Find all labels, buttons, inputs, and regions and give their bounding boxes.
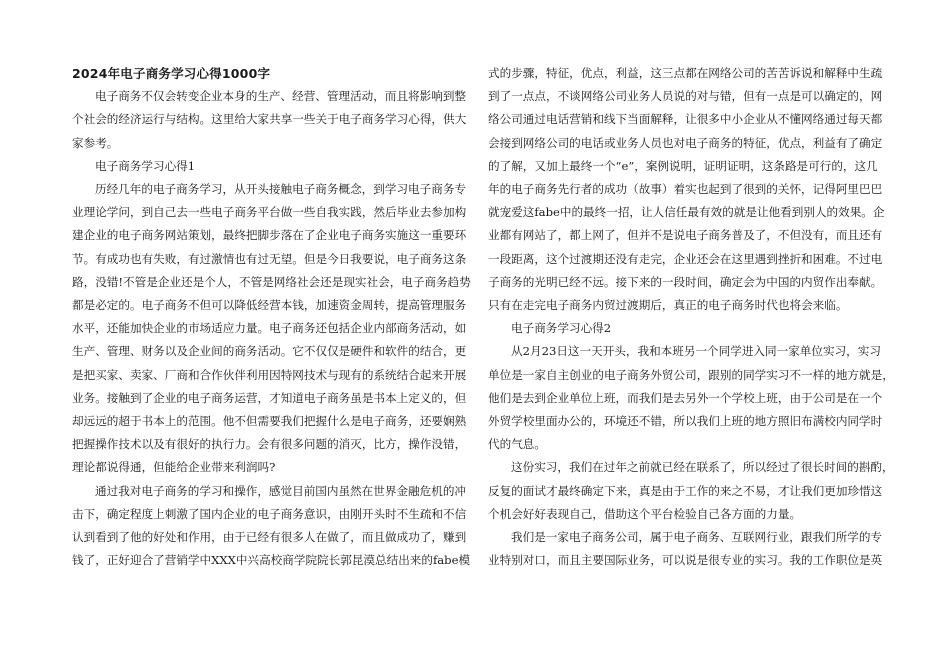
left-paragraphs — [72, 85, 471, 572]
text-line: 只有在走完电子商务内贸过渡期后，真正的电子商务时代也将会来临。 — [488, 298, 848, 313]
text-line: 电子商务不仅会转变企业本身的生产、经营、管理活动，而且将影响到整 — [95, 89, 467, 104]
text-line: 单位是一家自主创业的电子商务外贸公司，跟别的同学实习不一样的地方就是， — [488, 367, 894, 382]
section-heading — [72, 155, 462, 178]
text-line: 业务。接触到了企业的电子商务运营，才知道电子商务虽是书本上定义的，但 — [72, 390, 467, 405]
text-line: 个机会好好表现自己，借助这个平台检验自己各方面的力量。 — [488, 506, 802, 521]
text-line: 把握操作技术以及有很好的执行力。会有很多问题的消灭，比方，操作没错， — [72, 437, 467, 452]
paragraph — [488, 62, 885, 317]
paragraph — [488, 456, 894, 526]
text-line: 击下，确定程度上刺激了国内企业的电子商务意识，由刚开头时不生疏和不信 — [72, 506, 467, 521]
paragraph — [72, 85, 467, 155]
text-line: 历经几年的电子商务学习，从开头接触电子商务概念，到学习电子商务专 — [95, 182, 467, 197]
text-line: 就宠爱这fabe中的最终一招，让人信任最有效的就是让他看到别人的效果。企 — [488, 205, 885, 220]
text-line: 是把买家、卖家、厂商和合作伙伴利用因特网技术与现有的系统结合起来开展 — [72, 367, 467, 382]
text-line: 子商务的光明已经不远。接下来的一段时间，确定会为中国的内贸作出奉献。 — [488, 274, 883, 289]
text-line: 一段距离，这个过渡期还没有走完，企业还会在这里遇到挫折和困难。不过电 — [488, 251, 883, 266]
text-line: 业都有网站了，都上网了，但并不是说电子商务普及了，不但没有，而且还有 — [488, 228, 883, 243]
text-line: 通过我对电子商务的学习和操作，感觉目前国内虽然在世界金融危机的冲 — [95, 483, 467, 498]
text-line: 钱了，正好迎合了营销学中XXX中兴高校商学院院长郭昆漠总结出来的fabe模 — [72, 553, 471, 568]
text-line: 理论都说得通，但能给企业带来利润吗? — [72, 460, 276, 475]
text-line: 电子商务学习心得1 — [95, 158, 196, 173]
text-line: 络公司通过电话营销和线下当面解释，让很多中小企业从不懂网络通过每天都 — [488, 112, 883, 127]
text-line: 电子商务学习心得2 — [511, 321, 612, 336]
text-line: 认到看到了他的好处和作用，由于已经有很多人在做了，而且做成功了，赚到 — [72, 530, 467, 545]
text-line: 业特别对口，而且主要国际业务，可以说是很专业的实习。我的工作职位是英 — [488, 553, 883, 568]
text-line: 路，没错!不管是企业还是个人，不管是网络社会还是现实社会，电子商务趋势 — [72, 274, 471, 289]
text-line: 都是必定的。电子商务不但可以降低经营本钱，加速资金周转，提高管理服务 — [72, 298, 467, 313]
section-heading — [488, 317, 874, 340]
text-line: 式的步骤，特征，优点，利益，这三点都在网络公司的苦苦诉说和解释中生疏 — [488, 66, 883, 80]
paragraph — [488, 526, 883, 572]
right-column — [488, 62, 894, 572]
text-line: 反复的面试才最终确定下来，真是由于工作的来之不易，才让我们更加珍惜这 — [488, 483, 883, 498]
text-line: 代的气息。 — [488, 437, 546, 452]
paragraph — [488, 340, 894, 456]
text-line: 建企业的电子商务网站策划，最终把脚步落在了企业电子商务实施这一重要环 — [72, 228, 467, 243]
text-line: 他们是去到企业单位上班，而我们是去另外一个学校上班，由于公司是在一个 — [488, 390, 883, 405]
text-line: 外贸学校里面办公的，环境还不错，所以我们上班的地方照旧布满校内同学时 — [488, 414, 883, 429]
text-line: 个社会的经济运行与结构。这里给大家共享一些关于电子商务学习心得，供大 — [72, 112, 467, 127]
left-column — [72, 62, 471, 572]
text-line: 会接到网络公司的电话或业务人员也对电子商务的特征，优点，利益有了确定 — [488, 135, 883, 150]
text-line: 节。有成功也有失败，有过激情也有过无望。但是今日我要说，电子商务这条 — [72, 251, 467, 266]
text-line: 水平，还能加快企业的市场适应力量。电子商务还包括企业内部商务活动，如 — [72, 321, 467, 336]
document-title: 2024年电子商务学习心得1000字 — [72, 66, 271, 81]
text-line: 业理论学问，到自己去一些电子商务平台做一些自我实践，然后毕业去参加构 — [72, 205, 467, 220]
text-line: 这份实习，我们在过年之前就已经在联系了，所以经过了很长时间的斟酌， — [511, 460, 894, 475]
text-line: 家参考。 — [72, 135, 119, 150]
text-line: 的了解，又加上最终一个“e”，案例说明，证明证明，这条路是可行的，这几 — [488, 158, 878, 173]
text-line: 从2月23日这一天开头，我和本班另一个同学进入同一家单位实习，实习 — [511, 344, 881, 359]
right-paragraphs — [488, 62, 894, 572]
text-line: 我们是一家电子商务公司，属于电子商务、互联网行业，跟我们所学的专 — [511, 530, 883, 545]
text-line: 却远远的超于书本上的范围。他不但需要我们把握什么是电子商务，还要娴熟 — [72, 414, 467, 429]
paragraph — [72, 480, 471, 573]
text-line: 到了一点点，不谈网络公司业务人员说的对与错，但有一点是可以确定的，网 — [488, 89, 883, 104]
text-line: 生产、管理、财务以及企业间的商务活动。它不仅仅是硬件和软件的结合，更 — [72, 344, 467, 359]
paragraph — [72, 178, 471, 480]
text-line: 年的电子商务先行者的成功（故事）着实也起到了很到的关怀，记得阿里巴巴 — [488, 182, 883, 197]
